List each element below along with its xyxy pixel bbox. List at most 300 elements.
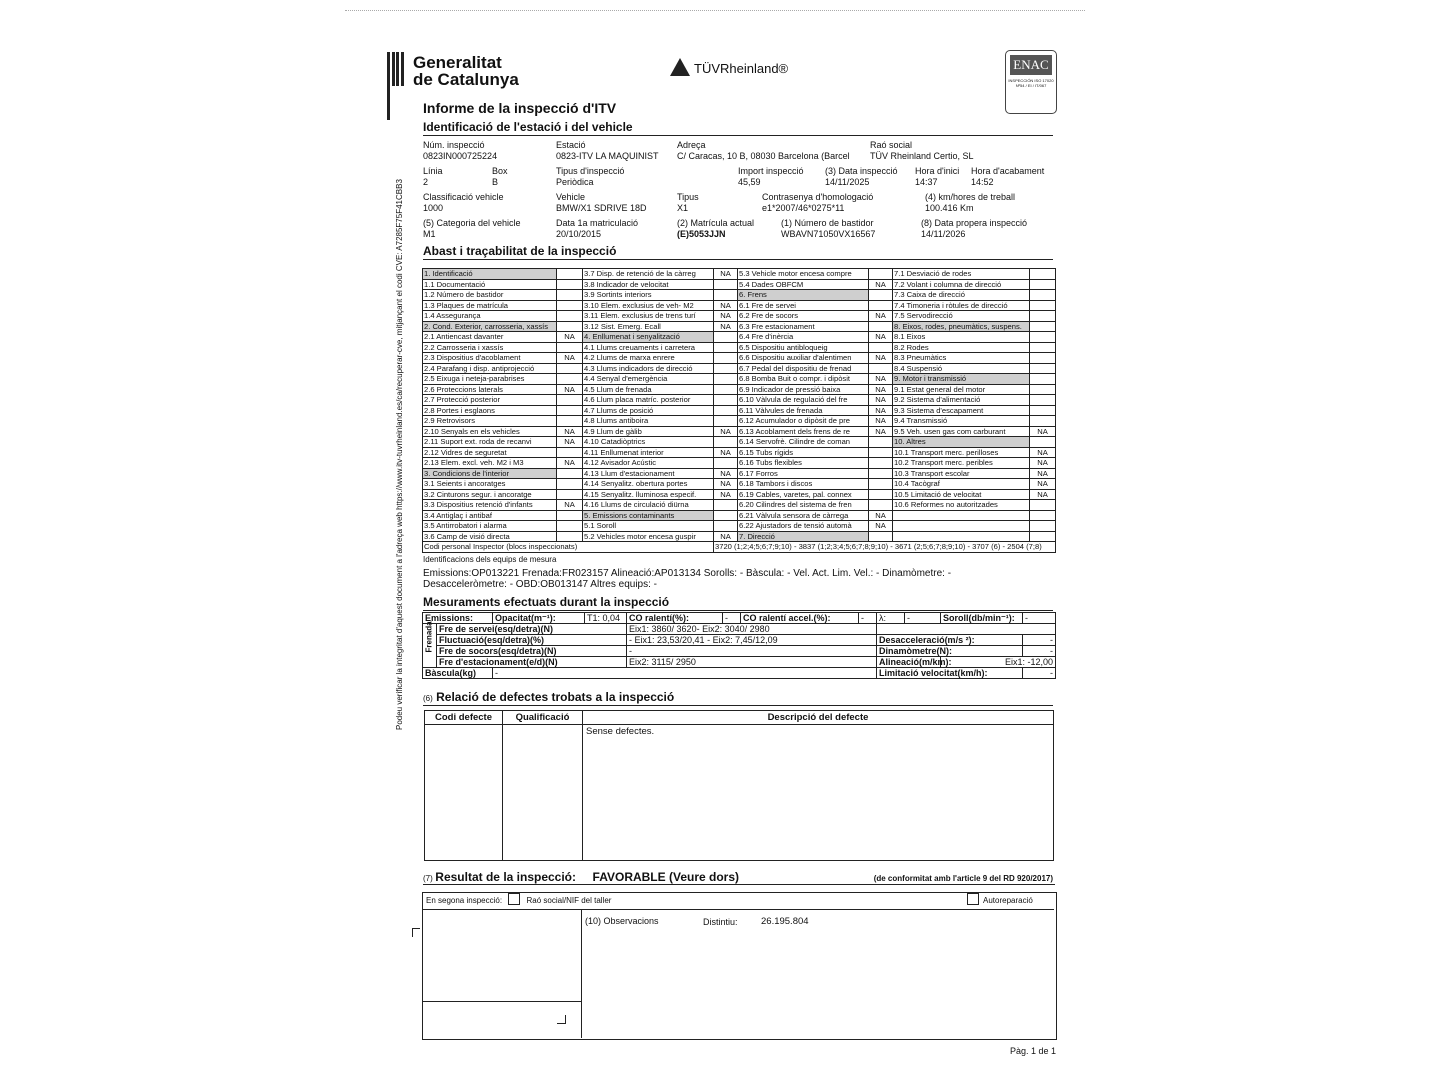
lambda-label: λ:	[877, 613, 905, 624]
abast-item-cell: 4.12 Avisador Acústic	[583, 458, 714, 469]
bascula-label: Bàscula(kg)	[423, 668, 493, 679]
abast-item-cell: 10.2 Transport merc. peribles	[893, 458, 1030, 469]
abast-item-cell: 3. Condicions de l'interior	[423, 468, 557, 479]
field-estacio: Estació 0823-ITV LA MAQUINIST	[556, 140, 659, 161]
abast-row	[423, 342, 1056, 353]
segona-checkbox[interactable]	[508, 893, 520, 905]
field-import: Import inspecció 45,59	[738, 166, 804, 187]
abast-status-cell	[557, 405, 583, 416]
abast-status-cell	[714, 405, 738, 416]
abast-status-cell	[1030, 353, 1056, 364]
abast-item-cell: 2.8 Portes i esglaons	[423, 405, 557, 416]
enac-seal	[1005, 50, 1057, 114]
abast-item-cell: 5.1 Soroll	[583, 521, 714, 532]
abast-item-cell: 3.11 Elem. exclusius de trens turí	[583, 311, 714, 322]
abast-status-cell	[1030, 405, 1056, 416]
abast-item-cell: 9.4 Transmissió	[893, 416, 1030, 427]
abast-item-cell: 2.10 Senyals en els vehicles	[423, 426, 557, 437]
field-rao: Raó social TÜV Rheinland Certio, SL	[870, 140, 974, 161]
abast-status-cell: NA	[869, 311, 893, 322]
section-mesuraments: Mesuraments efectuats durant la inspecció	[423, 595, 1053, 611]
abast-item-cell: 4.10 Catadiòptrics	[583, 437, 714, 448]
abast-item-cell: 5.2 Vehicles motor encesa guspir	[583, 531, 714, 542]
autoreparacio-checkbox[interactable]	[967, 893, 979, 905]
dinam-label: Dinamòmetre(N):	[877, 646, 1023, 657]
abast-row	[423, 510, 1056, 521]
abast-item-cell: 4.9 Llum de gàlib	[583, 426, 714, 437]
limit-label: Limitació velocitat(km/h):	[877, 668, 1023, 679]
opacitat-value: T1: 0,04	[585, 613, 627, 624]
abast-item-cell: 10.6 Reformes no autoritzades	[893, 500, 1030, 511]
abast-status-cell	[557, 342, 583, 353]
observacions-label: (10) Observacions	[585, 916, 659, 926]
abast-item-cell: 5. Emissions contaminants	[583, 510, 714, 521]
limit-value: -	[1023, 668, 1056, 679]
abast-item-cell: 4.11 Enllumenat interior	[583, 447, 714, 458]
abast-item-cell: 4.6 Llum placa matríc. posterior	[583, 395, 714, 406]
abast-item-cell: 4.1 Llums creuaments i carretera	[583, 342, 714, 353]
abast-status-cell	[714, 384, 738, 395]
abast-status-cell: NA	[1030, 458, 1056, 469]
abast-item-cell: 6.19 Cables, varetes, pal. connex	[738, 489, 869, 500]
desacc-value: -	[1023, 635, 1056, 646]
field-num-insp: Núm. inspecció 0823IN000725224	[423, 140, 498, 161]
abast-item-cell: 4. Enllumenat i senyalització	[583, 332, 714, 343]
abast-item-cell: 8. Eixos, rodes, pneumàtics, suspens.	[893, 321, 1030, 332]
abast-item-cell: 6.2 Fre de socors	[738, 311, 869, 322]
abast-status-cell	[1030, 437, 1056, 448]
result-num: (7)	[423, 874, 433, 883]
abast-item-cell: 8.4 Suspensió	[893, 363, 1030, 374]
defect-qual-cell	[503, 725, 583, 861]
field-bastidor: (1) Número de bastidor WBAVN71050VX16567	[781, 218, 876, 239]
abast-status-cell	[869, 342, 893, 353]
abast-status-cell: NA	[714, 479, 738, 490]
abast-item-cell: 9.2 Sistema d'alimentació	[893, 395, 1030, 406]
abast-row	[423, 489, 1056, 500]
abast-row	[423, 321, 1056, 332]
abast-item-cell: 7. Direcció	[738, 531, 869, 542]
margin-mark	[412, 928, 420, 937]
distintiu-label: Distintiu:	[703, 917, 738, 927]
abast-item-cell: 1.3 Plaques de matrícula	[423, 300, 557, 311]
field-data-matric: Data 1a matriculació 20/10/2015	[556, 218, 639, 239]
result-label: Resultat de la inspecció:	[435, 870, 577, 884]
abast-item-cell: 4.14 Senyalitz. obertura portes	[583, 479, 714, 490]
abast-item-cell: 3.7 Disp. de retenció de la càrreg	[583, 269, 714, 280]
estac-label: Fre d'estacionament(e/d)(N)	[437, 657, 627, 668]
abast-item-cell: 6.14 Servofrè. Cilindre de coman	[738, 437, 869, 448]
abast-status-cell: NA	[869, 416, 893, 427]
abast-status-cell	[1030, 332, 1056, 343]
abast-status-cell	[714, 395, 738, 406]
abast-status-cell	[869, 479, 893, 490]
abast-item-cell: 6. Frens	[738, 290, 869, 301]
abast-row	[423, 521, 1056, 532]
abast-item-cell: 1.1 Documentació	[423, 279, 557, 290]
abast-status-cell	[557, 321, 583, 332]
abast-status-cell	[557, 269, 583, 280]
abast-row	[423, 300, 1056, 311]
abast-item-cell: 6.13 Acoblament dels frens de re	[738, 426, 869, 437]
abast-status-cell	[714, 353, 738, 364]
meas-empty-1	[877, 624, 1056, 635]
enac-small: INSPECCIÓN ISO 17020 Nº54 / EI / IT/067	[1008, 78, 1054, 88]
page-title: Informe de la inspecció d'ITV	[423, 100, 617, 116]
tuv-text: TÜVRheinland®	[694, 61, 789, 76]
defects-num: (6)	[423, 694, 433, 703]
distintiu-value: 26.195.804	[761, 916, 809, 927]
abast-item-cell: 6.1 Fre de servei	[738, 300, 869, 311]
inspector-codes: 3720 (1;2;4;5;6;7;9;10) - 3837 (1;2;3;4;5;6;7;8;9;10) - 3671 (2;5;6;7;8;9;10) - 3707 (6) - 2504 (7;8)	[714, 542, 1056, 553]
abast-status-cell	[1030, 269, 1056, 280]
abast-status-cell: NA	[1030, 468, 1056, 479]
abast-status-cell	[557, 279, 583, 290]
field-categoria: (5) Categoria del vehicle M1	[423, 218, 521, 239]
abast-status-cell	[1030, 311, 1056, 322]
tuv-logo	[670, 58, 788, 76]
abast-status-cell	[557, 363, 583, 374]
socors-label: Fre de socors(esq/detra)(N)	[437, 646, 627, 657]
col-codi-defecte: Codi defecte	[425, 711, 503, 725]
abast-item-cell: 10.4 Tacògraf	[893, 479, 1030, 490]
abast-item-cell: 9.3 Sistema d'escapament	[893, 405, 1030, 416]
field-km: (4) km/hores de treball 100.416 Km	[925, 192, 1016, 213]
abast-item-cell: 3.2 Cinturons segur. i ancoratge	[423, 489, 557, 500]
abast-row	[423, 447, 1056, 458]
dinam-value: -	[1023, 646, 1056, 657]
abast-row	[423, 468, 1056, 479]
abast-item-cell	[893, 521, 1030, 532]
result-row	[423, 870, 1055, 885]
abast-status-cell	[869, 468, 893, 479]
abast-status-cell: NA	[869, 426, 893, 437]
abast-item-cell: 3.12 Sist. Emerg. Ecall	[583, 321, 714, 332]
abast-item-cell	[893, 510, 1030, 521]
abast-row	[423, 374, 1056, 385]
abast-status-cell: NA	[869, 332, 893, 343]
section-abast: Abast i traçabilitat de la inspecció	[423, 244, 1053, 260]
abast-status-cell	[557, 311, 583, 322]
abast-status-cell: NA	[714, 468, 738, 479]
abast-status-cell	[714, 279, 738, 290]
abast-status-cell: NA	[714, 321, 738, 332]
field-contrasenya: Contrasenya d'homologació e1*2007/46*0275*11	[762, 192, 874, 213]
abast-status-cell	[714, 510, 738, 521]
fluct-value: - Eix1: 23,53/20,41 - Eix2: 7,45/12,09	[627, 635, 877, 646]
abast-item-cell: 4.8 Llums antiboira	[583, 416, 714, 427]
abast-item-cell: 8.1 Eixos	[893, 332, 1030, 343]
abast-status-cell	[557, 510, 583, 521]
abast-row	[423, 384, 1056, 395]
abast-row	[423, 353, 1056, 364]
field-tipus-insp: Tipus d'inspecció Periòdica	[556, 166, 625, 187]
abast-status-cell	[557, 416, 583, 427]
abast-item-cell: 2.1 Antiencast davanter	[423, 332, 557, 343]
abast-item-cell: 9. Motor i transmissió	[893, 374, 1030, 385]
abast-item-cell: 2.5 Eixuga i neteja-parabrises	[423, 374, 557, 385]
abast-item-cell: 7.2 Volant i columna de direcció	[893, 279, 1030, 290]
enac-logo: ENAC	[1010, 55, 1052, 75]
abast-item-cell: 7.3 Caixa de direcció	[893, 290, 1030, 301]
abast-status-cell	[869, 489, 893, 500]
result-ref: (de conformitat amb l'article 9 del RD 920/2017)	[873, 874, 1053, 883]
gencat-line2: de Catalunya	[413, 70, 519, 89]
field-box: Box B	[492, 166, 508, 187]
abast-status-cell	[869, 269, 893, 280]
abast-item-cell: 4.5 Llum de frenada	[583, 384, 714, 395]
abast-item-cell: 6.3 Fre estacionament	[738, 321, 869, 332]
equip-line1: Emissions:OP013221 Frenada:FR023157 Alineació:AP013134 Sorolls: - Bàscula: - Vel. Act. Lim. Vel.: - Dinamòmetre: -	[423, 568, 952, 579]
abast-status-cell	[869, 290, 893, 301]
field-hora-inici: Hora d'inici 14:37	[915, 166, 960, 187]
abast-status-cell	[714, 290, 738, 301]
abast-item-cell: 2.12 Vidres de seguretat	[423, 447, 557, 458]
abast-status-cell	[1030, 384, 1056, 395]
abast-status-cell: NA	[869, 405, 893, 416]
alin-value: Eix1: -12,00	[941, 657, 1056, 668]
page-number: Pàg. 1 de 1	[1010, 1046, 1057, 1056]
abast-row	[423, 395, 1056, 406]
abast-status-cell: NA	[714, 311, 738, 322]
abast-status-cell	[869, 437, 893, 448]
abast-row	[423, 405, 1056, 416]
abast-status-cell	[557, 521, 583, 532]
abast-status-cell	[1030, 521, 1056, 532]
document-page	[413, 40, 1060, 1070]
servei-value: Eix1: 3860/ 3620- Eix2: 3040/ 2980	[627, 624, 877, 635]
tuv-triangle-icon	[670, 58, 690, 76]
co-label: CO ralentí(%):	[627, 613, 723, 624]
abast-status-cell	[869, 500, 893, 511]
abast-item-cell: 6.8 Bomba Buit o compr. i dipòsit	[738, 374, 869, 385]
abast-status-cell	[714, 342, 738, 353]
co-value: -	[723, 613, 741, 624]
abast-item-cell: 6.16 Tubs flexibles	[738, 458, 869, 469]
abast-item-cell: 6.10 Vàlvula de regulació del fre	[738, 395, 869, 406]
col-qualificacio: Qualificació	[503, 711, 583, 725]
corner-mark	[557, 1015, 566, 1024]
abast-item-cell	[893, 531, 1030, 542]
abast-item-cell: 6.18 Tambors i discos	[738, 479, 869, 490]
equip-title: Identificacions dels equips de mesura	[423, 555, 557, 564]
side-text: Podeu verificar la integritat d'aquest document a l'adreça web https://www.itv-tuvrheinland.es/ca/recuperar-cve, mitjançant el codi CVE: A7285F75F41CBB3	[395, 179, 404, 730]
abast-status-cell	[714, 437, 738, 448]
abast-status-cell: NA	[1030, 489, 1056, 500]
abast-status-cell	[557, 479, 583, 490]
socors-value: -	[627, 646, 877, 657]
abast-status-cell: NA	[714, 269, 738, 280]
abast-item-cell: 4.13 Llum d'estacionament	[583, 468, 714, 479]
abast-item-cell: 6.6 Dispositiu auxiliar d'alentimen	[738, 353, 869, 364]
soroll-value: -	[1023, 613, 1056, 624]
abast-item-cell: 10. Altres	[893, 437, 1030, 448]
abast-status-cell: NA	[714, 426, 738, 437]
emissions-label: Emissions:	[423, 613, 493, 624]
abast-row	[423, 437, 1056, 448]
abast-row	[423, 531, 1056, 542]
abast-item-cell: 6.15 Tubs rígids	[738, 447, 869, 458]
abast-status-cell: NA	[714, 447, 738, 458]
gencat-line1: Generalitat	[413, 53, 502, 72]
abast-row	[423, 458, 1056, 469]
abast-row	[423, 363, 1056, 374]
abast-item-cell: 3.6 Camp de visió directa	[423, 531, 557, 542]
result-value: FAVORABLE (Veure dors)	[592, 870, 739, 884]
abast-item-cell: 5.4 Dades OBFCM	[738, 279, 869, 290]
abast-item-cell: 7.1 Desviació de rodes	[893, 269, 1030, 280]
field-classif: Classificació vehicle 1000	[423, 192, 504, 213]
abast-item-cell: 6.12 Acumulador o dipòsit de pre	[738, 416, 869, 427]
abast-item-cell: 3.5 Antirrobatori i alarma	[423, 521, 557, 532]
abast-status-cell	[1030, 363, 1056, 374]
abast-status-cell	[557, 489, 583, 500]
abast-status-cell: NA	[714, 300, 738, 311]
abast-status-cell: NA	[869, 395, 893, 406]
abast-item-cell: 2.9 Retrovisors	[423, 416, 557, 427]
section-defects	[423, 690, 1053, 706]
defect-desc-cell: Sense defectes.	[583, 725, 1054, 861]
abast-item-cell: 6.5 Dispositiu antibloqueig	[738, 342, 869, 353]
abast-item-cell: 4.16 Llums de circulació diürna	[583, 500, 714, 511]
alin-label: Alineació(m/km):	[877, 657, 941, 668]
abast-status-cell	[1030, 531, 1056, 542]
abast-status-cell	[557, 531, 583, 542]
abast-item-cell: 4.4 Senyal d'emergència	[583, 374, 714, 385]
abast-status-cell	[1030, 342, 1056, 353]
defects-title: Relació de defectes trobats a la inspecció	[436, 690, 675, 704]
abast-status-cell	[714, 416, 738, 427]
abast-status-cell: NA	[869, 374, 893, 385]
abast-status-cell	[869, 321, 893, 332]
abast-item-cell: 4.7 Llums de posició	[583, 405, 714, 416]
abast-status-cell	[557, 468, 583, 479]
co-accel-label: CO ralentí accel.(%):	[741, 613, 859, 624]
lower-box	[422, 892, 1057, 1040]
abast-row	[423, 426, 1056, 437]
abast-row	[423, 500, 1056, 511]
abast-item-cell: 6.9 Indicador de pressió baixa	[738, 384, 869, 395]
abast-status-cell	[714, 458, 738, 469]
abast-status-cell	[557, 374, 583, 385]
abast-row	[423, 279, 1056, 290]
abast-status-cell: NA	[714, 489, 738, 500]
servei-label: Fre de servei(esq/detra)(N)	[437, 624, 627, 635]
abast-row	[423, 479, 1056, 490]
abast-item-cell: 2.3 Dispositius d'acoblament	[423, 353, 557, 364]
abast-item-cell: 7.4 Timoneria i ròtules de direcció	[893, 300, 1030, 311]
abast-item-cell: 10.5 Limitació de velocitat	[893, 489, 1030, 500]
abast-item-cell: 3.10 Elem. exclusius de veh- M2	[583, 300, 714, 311]
abast-item-cell: 3.9 Sortints interiors	[583, 290, 714, 301]
abast-status-cell: NA	[714, 531, 738, 542]
measurements-table	[422, 612, 1056, 679]
abast-status-cell	[1030, 416, 1056, 427]
abast-status-cell	[1030, 500, 1056, 511]
frenada-vertical: Frenada	[423, 624, 437, 668]
abast-status-cell	[1030, 510, 1056, 521]
section-ident: Identificació de l'estació i del vehicle	[423, 120, 1053, 136]
abast-item-cell: 6.17 Forros	[738, 468, 869, 479]
abast-item-cell: 3.3 Dispositius retenció d'infants	[423, 500, 557, 511]
autoreparacio-label: Autoreparació	[983, 896, 1033, 905]
abast-status-cell	[714, 500, 738, 511]
abast-status-cell	[557, 300, 583, 311]
abast-item-cell: 4.15 Senyalitz. lluminosa especif.	[583, 489, 714, 500]
abast-row	[423, 416, 1056, 427]
abast-item-cell: 8.2 Rodes	[893, 342, 1030, 353]
abast-table	[422, 268, 1056, 553]
abast-item-cell: 6.4 Fre d'inèrcia	[738, 332, 869, 343]
abast-item-cell: 2.11 Suport ext. roda de recanvi	[423, 437, 557, 448]
abast-item-cell: 6.21 Vàlvula sensora de càrrega	[738, 510, 869, 521]
abast-row	[423, 311, 1056, 322]
estac-value: Eix2: 3115/ 2950	[627, 657, 877, 668]
abast-status-cell	[557, 447, 583, 458]
abast-item-cell: 10.1 Transport merc. perilloses	[893, 447, 1030, 458]
abast-status-cell	[714, 363, 738, 374]
abast-item-cell: 2.6 Proteccions laterals	[423, 384, 557, 395]
co-accel-value: -	[859, 613, 877, 624]
abast-status-cell	[714, 521, 738, 532]
abast-status-cell	[1030, 395, 1056, 406]
abast-item-cell: 3.8 Indicador de velocitat	[583, 279, 714, 290]
abast-row	[423, 332, 1056, 343]
bascula-value: -	[493, 668, 877, 679]
abast-status-cell	[869, 447, 893, 458]
abast-status-cell	[869, 300, 893, 311]
abast-status-cell: NA	[869, 521, 893, 532]
abast-status-cell: NA	[869, 279, 893, 290]
abast-status-cell: NA	[557, 426, 583, 437]
abast-status-cell	[557, 290, 583, 301]
field-data-insp: (3) Data inspecció 14/11/2025	[825, 166, 898, 187]
abast-status-cell: NA	[557, 332, 583, 343]
abast-status-cell	[1030, 290, 1056, 301]
abast-item-cell: 2.7 Protecció posterior	[423, 395, 557, 406]
segona-label: En segona inspecció:	[426, 896, 503, 905]
abast-status-cell: NA	[1030, 479, 1056, 490]
abast-status-cell: NA	[869, 384, 893, 395]
defect-code-cell	[425, 725, 503, 861]
field-tipus: Tipus X1	[677, 192, 699, 213]
fluct-label: Fluctuació(esq/detra)(%)	[437, 635, 627, 646]
abast-item-cell: 3.4 Antiglaç i antibaf	[423, 510, 557, 521]
col-descripcio: Descripció del defecte	[583, 711, 1054, 725]
desacc-label: Desacceleració(m/s ²):	[877, 635, 1023, 646]
abast-item-cell: 1.2 Número de bastidor	[423, 290, 557, 301]
abast-item-cell: 2.13 Elem. excl. veh. M2 i M3	[423, 458, 557, 469]
abast-status-cell: NA	[1030, 447, 1056, 458]
abast-status-cell	[869, 531, 893, 542]
field-linia: Línia 2	[423, 166, 443, 187]
abast-item-cell: 7.5 Servodirecció	[893, 311, 1030, 322]
abast-item-cell: 4.3 Llums indicadors de direcció	[583, 363, 714, 374]
abast-status-cell	[1030, 321, 1056, 332]
abast-status-cell	[557, 395, 583, 406]
abast-status-cell	[869, 363, 893, 374]
abast-item-cell: 10.3 Transport escolar	[893, 468, 1030, 479]
abast-status-cell: NA	[557, 458, 583, 469]
abast-item-cell: 6.20 Cilindres del sistema de fren	[738, 500, 869, 511]
abast-status-cell: NA	[557, 500, 583, 511]
abast-item-cell: 3.1 Seients i ancoratges	[423, 479, 557, 490]
abast-item-cell: 2. Cond. Exterior, carrosseria, xassís	[423, 321, 557, 332]
abast-status-cell	[869, 458, 893, 469]
abast-status-cell	[714, 374, 738, 385]
abast-status-cell	[1030, 374, 1056, 385]
defects-table	[424, 710, 1054, 861]
